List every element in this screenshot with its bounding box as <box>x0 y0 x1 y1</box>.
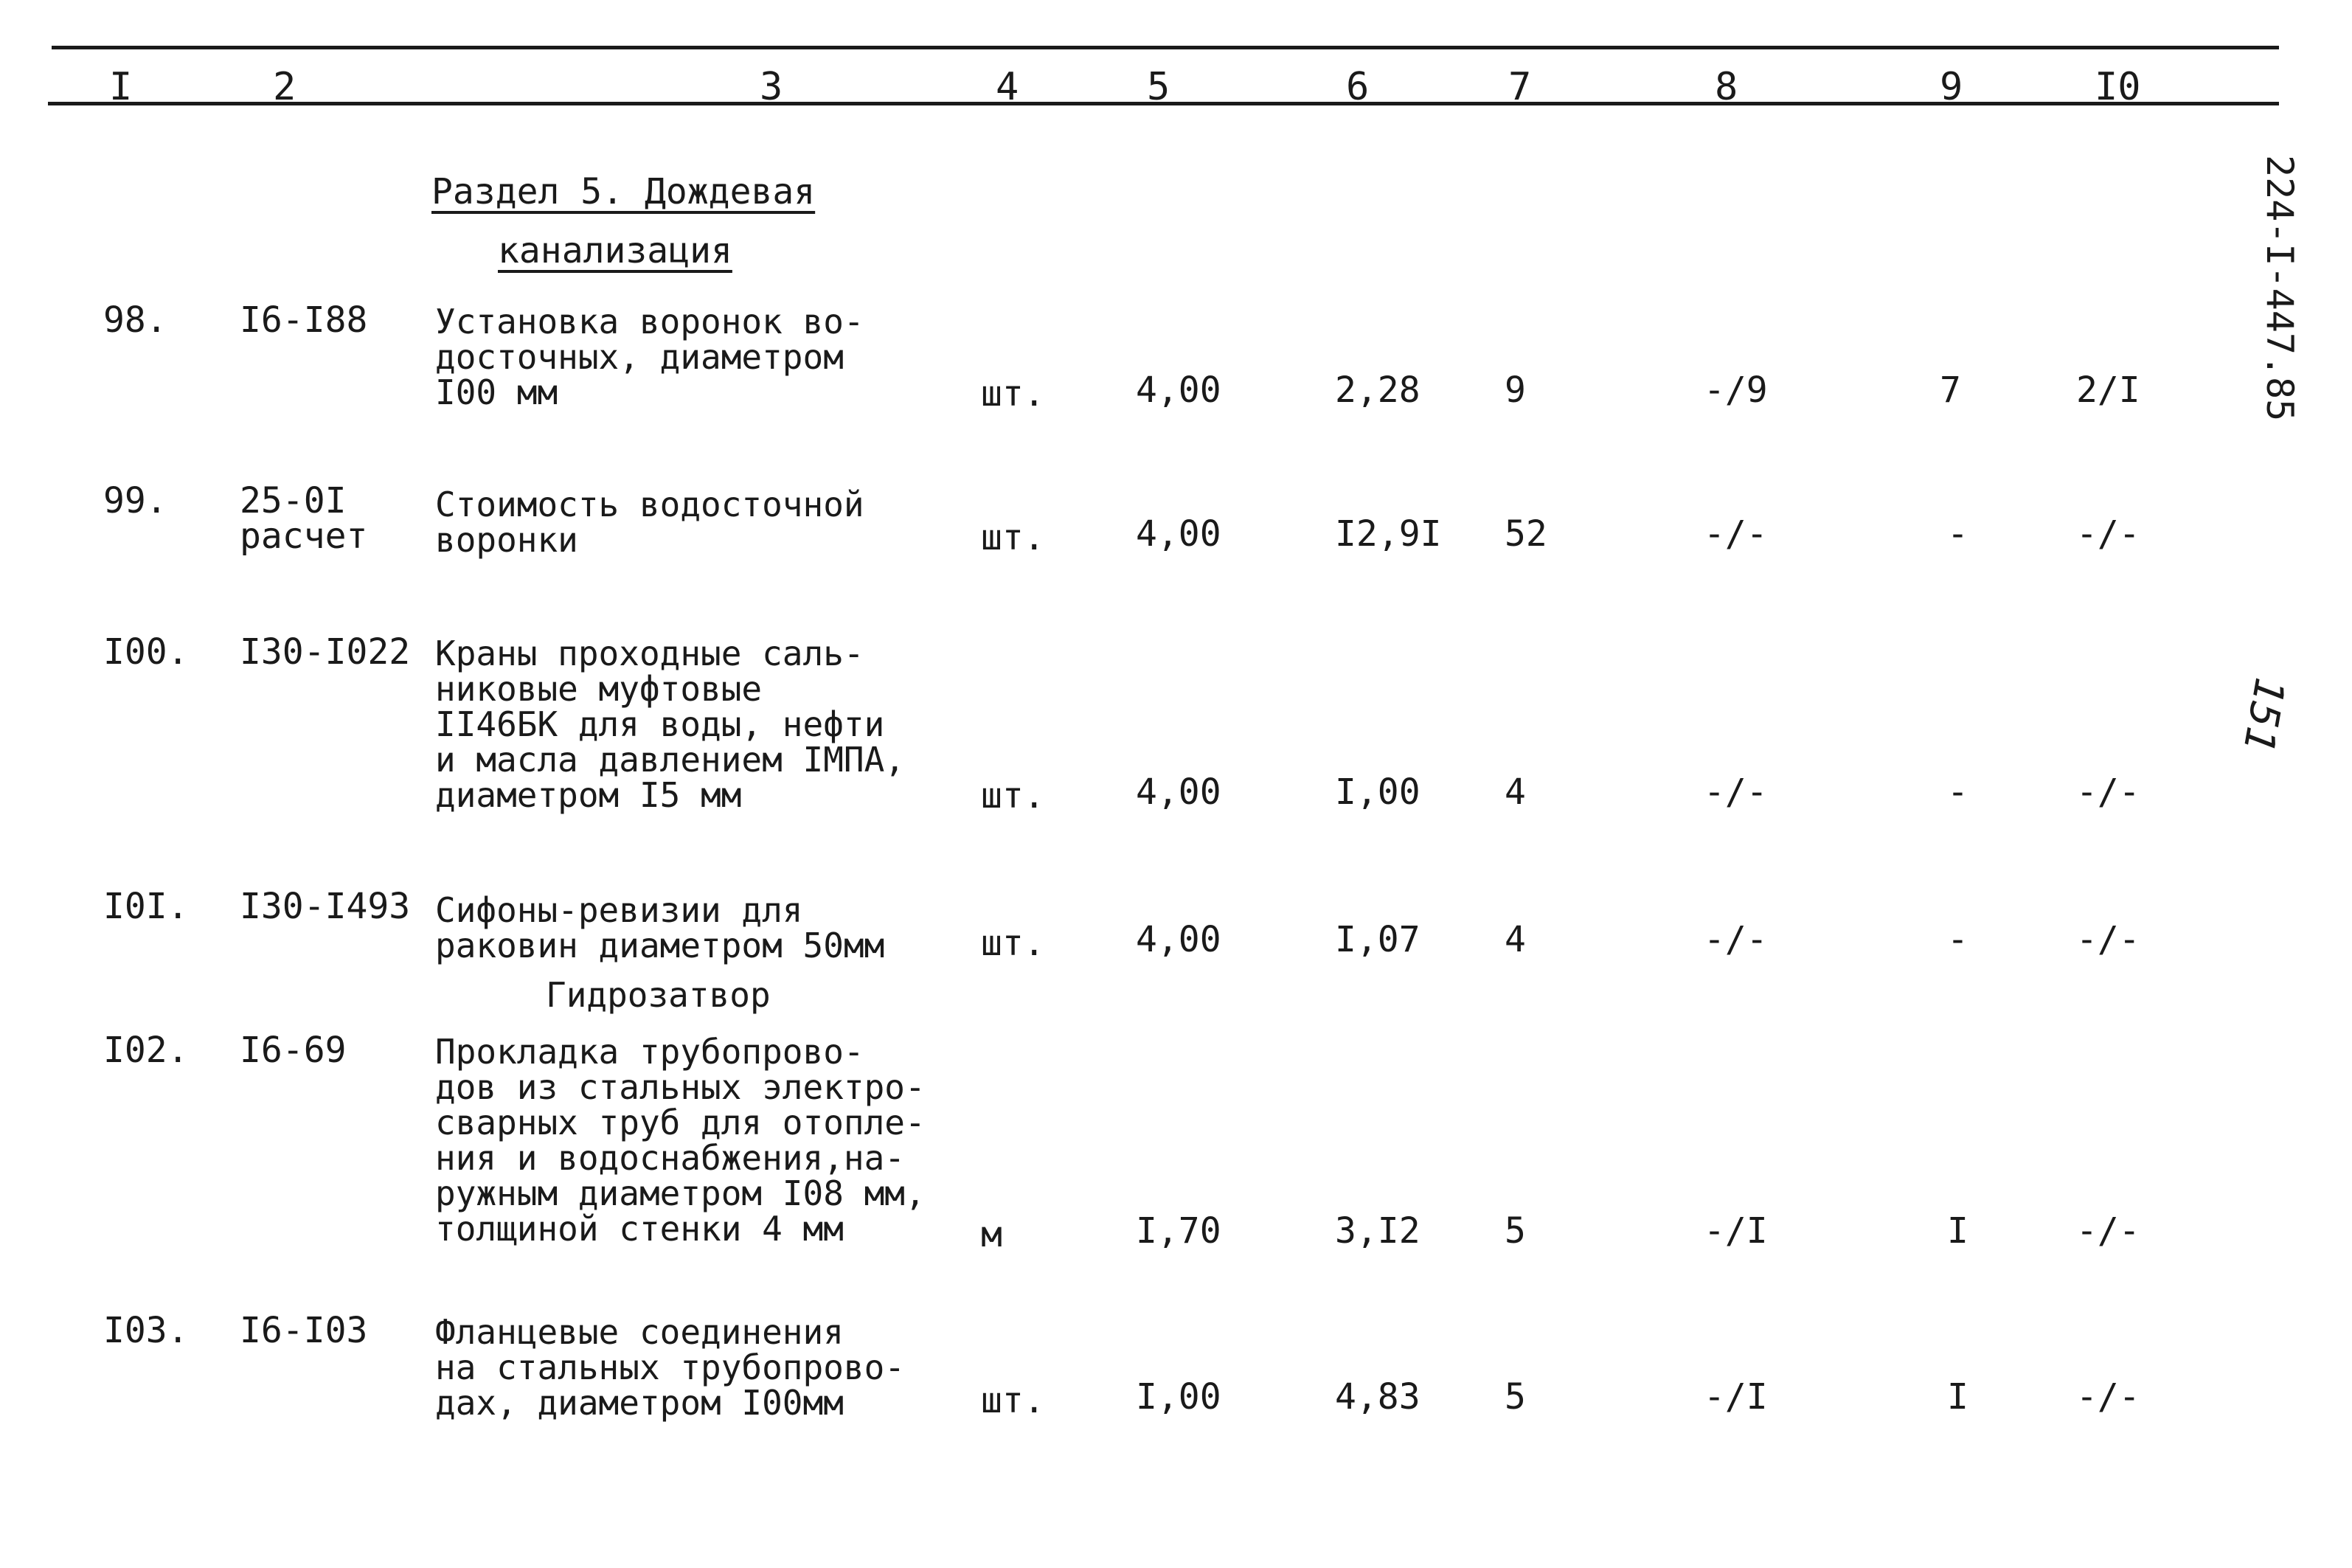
row-col8: -/9 <box>1704 370 1768 411</box>
row-price: I,00 <box>1335 771 1420 813</box>
row-col8: -/- <box>1704 771 1768 813</box>
row-code: I30-I022 <box>240 631 411 673</box>
row-price: 2,28 <box>1335 370 1420 411</box>
row-quantity: 4,00 <box>1136 919 1221 960</box>
row-col10: -/- <box>2076 919 2140 960</box>
col-header-5: 5 <box>1147 65 1170 109</box>
row-col8: -/I <box>1704 1210 1768 1252</box>
row-description: Сифоны-ревизии для раковин диаметром 50мм <box>435 890 885 965</box>
row-col10: -/- <box>2076 1210 2140 1252</box>
row-col7: 52 <box>1505 513 1547 555</box>
row-col7: 5 <box>1505 1210 1526 1252</box>
row-code: I6-69 <box>240 1030 347 1071</box>
row-quantity: I,70 <box>1136 1210 1221 1252</box>
row-number: I00. <box>103 631 189 673</box>
row-unit: м <box>981 1214 1002 1255</box>
col-header-8: 8 <box>1715 65 1738 109</box>
row-unit: шт. <box>981 517 1045 558</box>
row-code: I30-I493 <box>240 886 411 927</box>
row-code: I6-I03 <box>240 1310 368 1351</box>
row-number: I0I. <box>103 886 189 927</box>
row-description: Фланцевые соединения на стальных трубопрово- дах, диаметром I00мм <box>435 1312 905 1423</box>
section-title-line2: канализация <box>498 230 732 271</box>
row-description: Прокладка трубопрово- дов из стальных электро- сварных труб для отопле- ния и водоснабжения,на- ружным диаметром I08 мм, толщиной стенки 4 мм <box>435 1032 926 1249</box>
row-quantity: I,00 <box>1136 1376 1221 1418</box>
row-col7: 9 <box>1505 370 1526 411</box>
row-quantity: 4,00 <box>1136 370 1221 411</box>
row-number: 98. <box>103 299 167 341</box>
row-col7: 4 <box>1505 771 1526 813</box>
row-code: 25-0I расчет <box>240 480 368 557</box>
row-quantity: 4,00 <box>1136 513 1221 555</box>
row-col8: -/- <box>1704 513 1768 555</box>
row-col9: - <box>1947 771 1968 813</box>
row-number: I02. <box>103 1030 189 1071</box>
col-header-6: 6 <box>1346 65 1370 109</box>
row-col8: -/I <box>1704 1376 1768 1418</box>
row-unit: шт. <box>981 775 1045 816</box>
row-unit: шт. <box>981 1380 1045 1421</box>
col-header-1: I <box>109 65 133 109</box>
row-number: I03. <box>103 1310 189 1351</box>
top-rule <box>52 46 2279 49</box>
row-unit: шт. <box>981 923 1045 964</box>
col-header-3: 3 <box>760 65 783 109</box>
row-price: I,07 <box>1335 919 1420 960</box>
row-price: I2,9I <box>1335 513 1442 555</box>
row-col10: 2/I <box>2076 370 2140 411</box>
row-unit: шт. <box>981 373 1045 414</box>
row-col9: 7 <box>1940 370 1961 411</box>
row-price: 3,I2 <box>1335 1210 1420 1252</box>
col-header-4: 4 <box>996 65 1019 109</box>
subheading: Гидрозатвор <box>546 975 771 1015</box>
col-header-9: 9 <box>1940 65 1963 109</box>
row-col10: -/- <box>2076 771 2140 813</box>
row-col9: - <box>1947 513 1968 555</box>
col-header-7: 7 <box>1508 65 1532 109</box>
row-quantity: 4,00 <box>1136 771 1221 813</box>
row-code: I6-I88 <box>240 299 368 341</box>
row-price: 4,83 <box>1335 1376 1420 1418</box>
row-description: Краны проходные саль- никовые муфтовые II46БК для воды, нефти и масла давлением IМПА, диаметром I5 мм <box>435 634 905 815</box>
row-col7: 5 <box>1505 1376 1526 1418</box>
row-col9: - <box>1947 919 1968 960</box>
row-col10: -/- <box>2076 513 2140 555</box>
section-title-line1: Раздел 5. Дождевая <box>431 171 816 212</box>
row-description: Установка воронок во- досточных, диаметром I00 мм <box>435 302 864 412</box>
page-number: 151 <box>2233 673 2294 756</box>
col-header-2: 2 <box>273 65 296 109</box>
row-col10: -/- <box>2076 1376 2140 1418</box>
row-col9: I <box>1947 1376 1968 1418</box>
row-col7: 4 <box>1505 919 1526 960</box>
document-code: 224-I-447.85 <box>2258 155 2301 422</box>
row-col9: I <box>1947 1210 1968 1252</box>
col-header-10: I0 <box>2095 65 2141 109</box>
row-description: Стоимость водосточной воронки <box>435 485 864 560</box>
row-col8: -/- <box>1704 919 1768 960</box>
row-number: 99. <box>103 480 167 521</box>
